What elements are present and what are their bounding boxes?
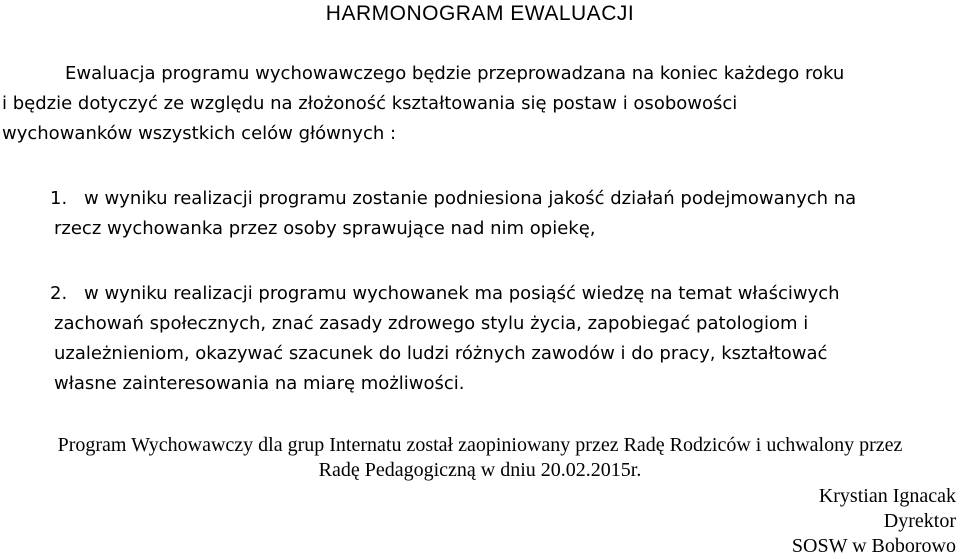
approval-line-1: Program Wychowawczy dla grup Internatu został zaopiniowany przez Radę Rodziców i uchwalony przez xyxy=(57,434,903,456)
list-item-number: 2. xyxy=(50,283,68,304)
page-title: HARMONOGRAM EWALUACJI xyxy=(325,2,635,25)
approval-paragraph xyxy=(0,433,960,483)
signature-name: Krystian Ignacak xyxy=(818,485,956,507)
intro-paragraph xyxy=(2,59,952,149)
intro-line-2: i będzie dotyczyć ze względu na złożoność kształtowania się postaw i osobowości xyxy=(2,93,738,114)
list-item-1 xyxy=(50,184,955,244)
list-item-line: w wyniku realizacji programu zostanie podniesiona jakość działań podejmowanych na xyxy=(84,188,857,209)
list-item-number: 1. xyxy=(50,188,68,209)
list-item-line: rzecz wychowanka przez osoby sprawujące nad nim opiekę, xyxy=(54,218,596,239)
list-item-line: uzależnieniom, okazywać szacunek do ludzi różnych zawodów i do pracy, kształtować xyxy=(54,343,828,364)
intro-line-1: Ewaluacja programu wychowawczego będzie przeprowadzana na koniec każdego roku xyxy=(65,63,845,84)
list-item-2 xyxy=(50,279,955,399)
intro-line-3: wychowanków wszystkich celów głównych : xyxy=(2,123,397,144)
approval-line-2: Radę Pedagogiczną w dniu 20.02.2015r. xyxy=(318,459,642,481)
signature-role: Dyrektor xyxy=(883,510,956,532)
list-item-line: w wyniku realizacji programu wychowanek ma posiąść wiedzę na temat właściwych xyxy=(84,283,840,304)
list-item-line: własne zainteresowania na miarę możliwości. xyxy=(54,373,465,394)
signature-institution: SOSW w Boborowo xyxy=(791,535,956,557)
signature-block xyxy=(792,484,956,559)
list-item-line: zachowań społecznych, znać zasady zdrowego stylu życia, zapobiegać patologiom i xyxy=(54,313,809,334)
